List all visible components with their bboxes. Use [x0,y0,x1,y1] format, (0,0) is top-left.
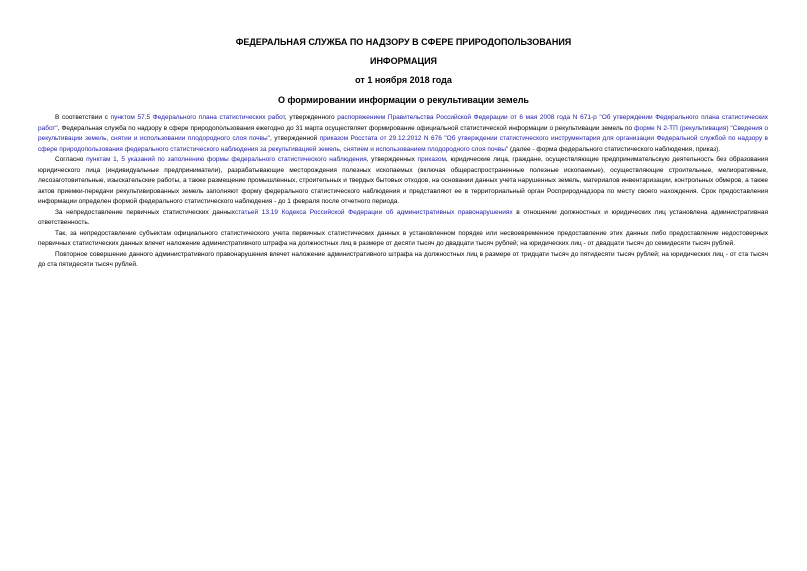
link-plan-item[interactable]: пунктом 57.5 Федерального плана статистических работ [110,114,285,121]
document-body [38,113,768,271]
paragraph-1 [38,113,768,155]
text-fragment: Так, за непредоставление субъектам официального статистического учета первичных статистических данных в установленном порядке или несвоевременное предоставление этих данных либо предоставление недостоверных первичных статистических данных влечет наложение административного штрафа на должностных лиц в размере от десяти тысяч до двадцати тысяч рублей; на юридических лиц - от двадцати тысяч до семидесяти тысяч рублей. [38,229,768,247]
text-fragment: (далее - форма федерального статистического наблюдения, приказ). [508,145,721,153]
paragraph-3 [38,208,768,229]
text-fragment: В соответствии с [55,114,111,121]
text-fragment: в отношении должностных и юридических лиц установлена административная ответственность. [38,208,768,226]
text-fragment: За непредоставление первичных статистических данных [55,208,235,216]
paragraph-5 [38,250,768,271]
link-rosstat-order[interactable]: приказом Росстата от 29.12.2012 N 676 "Об утверждении статистического инструментария для организации Федеральной службой по надзору в сфере природопользования федерального статистического наблюдения за рекультивацией земель, снятием и использованием плодородного слоя почвы" [38,135,769,153]
text-fragment: , юридические лица, граждане, осуществляющие предпринимательскую деятельность без образования юридического лица (индивидуальные предприниматели), разрабатывающие месторождения полезных ископаемых (включая общераспространенные полезные ископаемые), осуществляющие строительные, мелиоративные, лесозаготовительные, изыскательские работы, а также размещение промышленных, строительных и твердых бытовых отходов, на основании данных учета нарушенных земель, материалов инвентаризации, контрольных обмеров, а также актов приемки-передачи рекультивированных земель заполняют форму федерального статистического наблюдения и представляют ее в территориальный орган Росприроднадзора по месту своего нахождения. Срок предоставления информации определен формой федерального статистического наблюдения - до 1 февраля после отчетного периода. [38,156,768,205]
link-order[interactable]: приказом [417,156,446,163]
paragraph-2 [38,155,768,208]
text-fragment: Повторное совершение данного административного правонарушения влечет наложение административного штрафа на должностных лиц в размере от тридцати тысяч до пятидесяти тысяч рублей; на юридических лиц - от ста тысяч до ста пятидесяти тысяч рублей. [38,250,768,268]
text-fragment: , утвержденных [366,156,418,163]
text-fragment: , утвержденного [284,114,338,121]
link-koap-article[interactable]: статьей 13.19 Кодекса Российской Федерации об административных правонарушениях [234,208,513,216]
text-fragment: , Федеральная служба по надзору в сфере природопользования ежегодно до 31 марта осуществляет формирование официальной статистической информации о рекультивации земель по [57,124,635,132]
document-subject: О формировании информации о рекультивации земель [278,95,529,105]
document-type: ИНФОРМАЦИЯ [369,56,438,66]
link-instructions[interactable]: пунктам 1, 5 указаний по заполнению формы федерального статистического наблюдения [86,156,367,163]
paragraph-4 [38,229,768,250]
text-fragment: , утвержденной [270,135,320,142]
text-fragment: Согласно [55,156,87,163]
agency-title: ФЕДЕРАЛЬНАЯ СЛУЖБА ПО НАДЗОРУ В СФЕРЕ ПРИРОДОПОЛЬЗОВАНИЯ [235,37,572,47]
link-form-2tp[interactable]: форме N 2-ТП (рекультивация) "Сведения о рекультивации земель, снятии и использовании плодородного слоя почвы" [38,124,769,142]
link-government-order[interactable]: распоряжением Правительства Российской Федерации от 6 мая 2008 года N 671-р "Об утверждении Федерального плана статистических работ" [38,114,769,132]
document-date: от 1 ноября 2018 года [355,75,452,85]
